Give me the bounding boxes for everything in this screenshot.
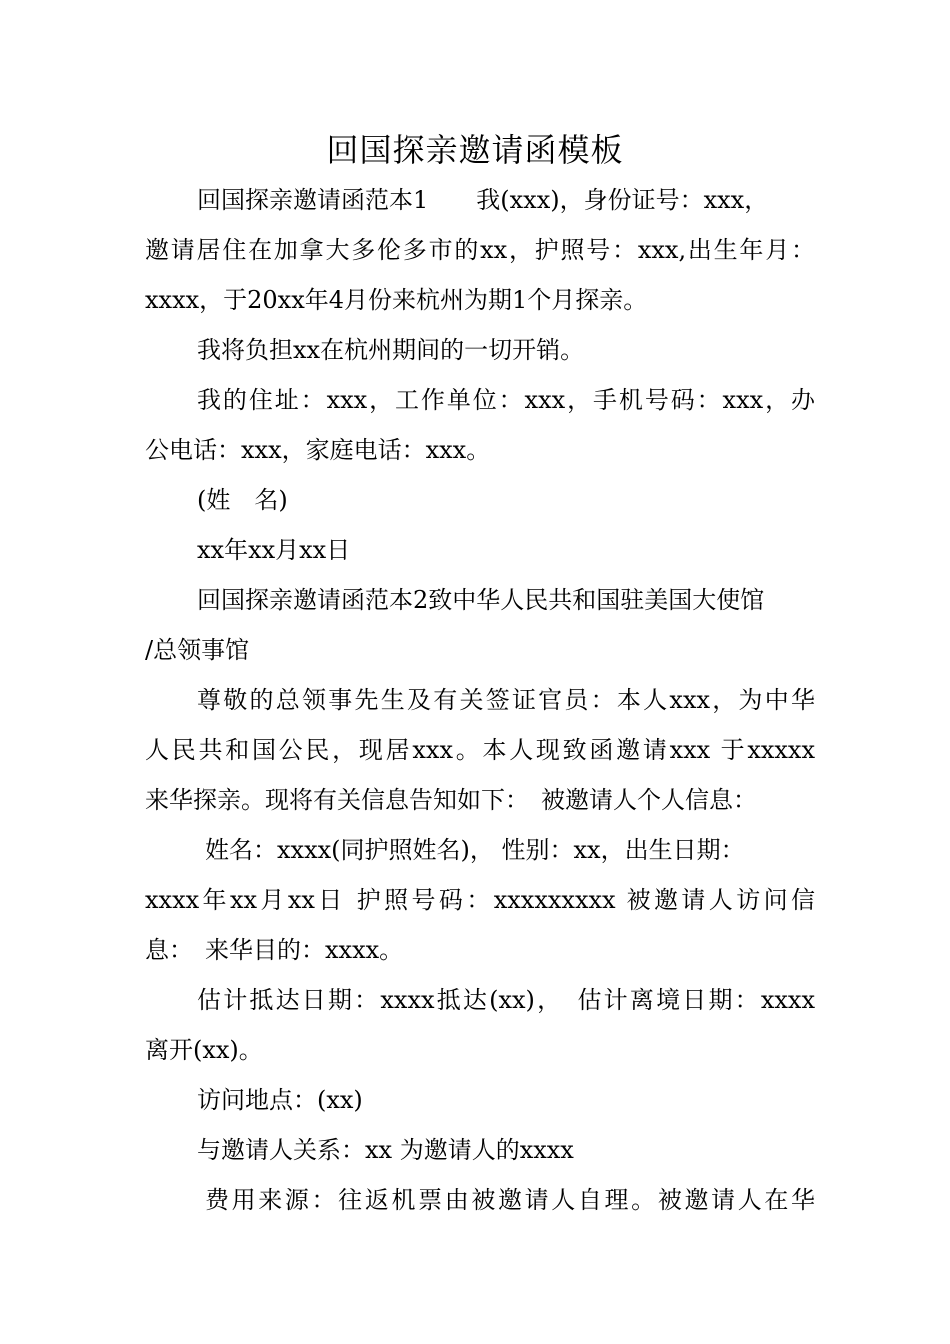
paragraph-line: xxxx年xx月xx日 护照号码：xxxxxxxxx 被邀请人访问信 [145,886,815,914]
paragraph-line: 回国探亲邀请函范本1 我(xxx)，身份证号：xxx， [197,186,769,214]
paragraph-line: 我的住址：xxx，工作单位：xxx，手机号码：xxx，办 [197,386,815,414]
paragraph-line: 人民共和国公民，现居xxx。本人现致函邀请xxx 于xxxxx [145,736,815,764]
paragraph-line: 费用来源：往返机票由被邀请人自理。被邀请人在华 [205,1186,815,1214]
paragraph-line: 公电话：xxx，家庭电话：xxx。 [145,436,491,464]
document-title: 回国探亲邀请函模板 [326,131,624,169]
paragraph-line: 姓名：xxxx(同护照姓名)， 性别：xx，出生日期： [205,836,745,864]
document-body [145,175,815,1225]
signature-date: xx年xx月xx日 [197,536,351,564]
paragraph-line: 邀请居住在加拿大多伦多市的xx，护照号：xxx,出生年月： [145,236,815,264]
paragraph-line: xxxx，于20xx年4月份来杭州为期1个月探亲。 [145,286,648,314]
paragraph-line: 回国探亲邀请函范本2致中华人民共和国驻美国大使馆 [197,586,765,614]
paragraph-line: 来华探亲。现将有关信息告知如下： 被邀请人个人信息： [145,786,757,814]
paragraph-line: 与邀请人关系：xx 为邀请人的xxxx [197,1136,574,1164]
paragraph-line: 尊敬的总领事先生及有关签证官员：本人xxx，为中华 [197,686,815,714]
paragraph-line: 我将负担xx在杭州期间的一切开销。 [197,336,585,364]
signature-name: (姓 名) [197,486,288,514]
paragraph-line: 估计抵达日期：xxxx抵达(xx)， 估计离境日期：xxxx [197,986,815,1014]
paragraph-line: 息： 来华目的：xxxx。 [145,936,404,964]
paragraph-line: 离开(xx)。 [145,1036,263,1064]
paragraph-line: /总领事馆 [145,636,250,664]
paragraph-line: 访问地点：(xx) [197,1086,363,1114]
